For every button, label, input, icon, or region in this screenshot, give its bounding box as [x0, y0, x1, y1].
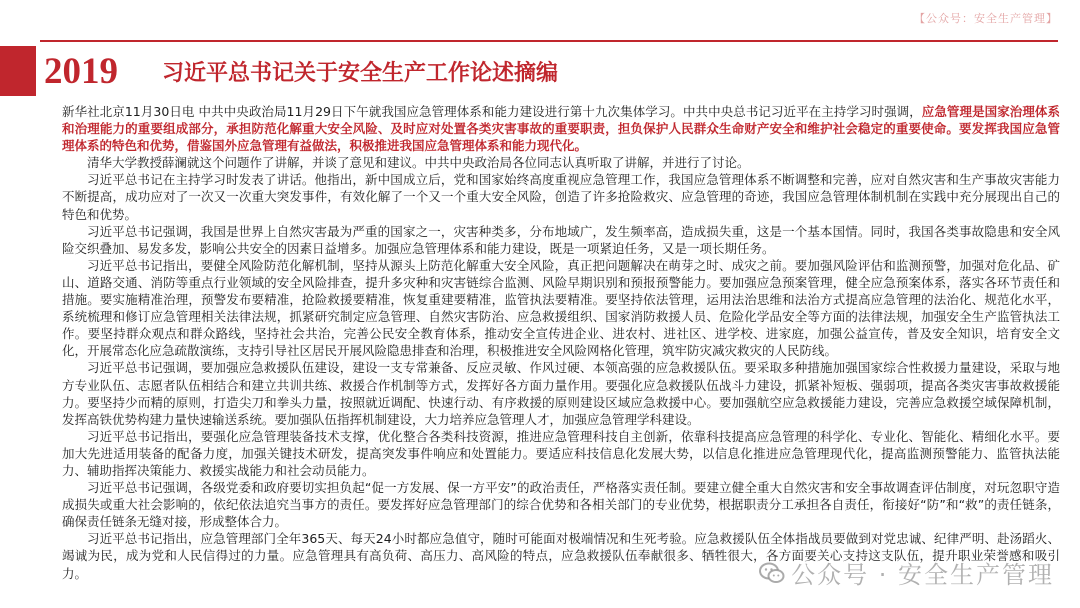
- paragraph-4: 习近平总书记强调，我国是世界上自然灾害最为严重的国家之一，灾害种类多，分布地域广，发生频率高，造成损失重，这是一个基本国情。同时，我国各类事故隐患和安全风险交织叠加、易发多发，影响公共安全的因素日益增多。加强应急管理体系和能力建设，既是一项紧迫任务，又是一项长期任务。: [62, 223, 1060, 256]
- paragraph-1: [62, 103, 1060, 154]
- header-divider: [40, 40, 1058, 42]
- page-title: 习近平总书记关于安全生产工作论述摘编: [162, 61, 559, 86]
- article-body: [62, 103, 1060, 582]
- paragraph-2: 清华大学教授薛澜就这个问题作了讲解，并谈了意见和建议。中共中央政治局各位同志认真听取了讲解，并进行了讨论。: [87, 155, 750, 171]
- watermark-text: 公众号 · 安全生产管理: [791, 561, 1054, 589]
- paragraph-5: 习近平总书记指出，要健全风险防范化解机制，坚持从源头上防范化解重大安全风险，真正把问题解决在萌芽之时、成灾之前。要加强风险评估和监测预警，加强对危化品、矿山、道路交通、消防等重点行业领域的安全风险排查，提升多灾种和灾害链综合监测、风险早期识别和预报预警能力。要加强应急预案管理，健全应急预案体系，落实各环节责任和措施。要实施精准治理，预警发布要精准，抢险救援要精准，恢复重建要精准，监管执法要精准。要坚持依法管理，运用法治思维和法治方式提高应急管理的法治化、规范化水平，系统梳理和修订应急管理相关法律法规，抓紧研究制定应急管理、自然灾害防治、应急救援组织、国家消防救援人员、危险化学品安全等方面的法律法规，加强安全生产监管执法工作。要坚持群众观点和群众路线，坚持社会共治，完善公民安全教育体系，推动安全宣传进企业、进农村、进社区、进学校、进家庭，加强公益宣传，普及安全知识，培育安全文化，开展常态化应急疏散演练，支持引导社区居民开展风险隐患排查和治理，积极推进安全风险网格化管理，筑牢防灾减灾救灾的人民防线。: [62, 257, 1060, 359]
- paragraph-3: 习近平总书记在主持学习时发表了讲话。他指出，新中国成立后，党和国家始终高度重视应急管理工作，我国应急管理体系不断调整和完善，应对自然灾害和生产事故灾害能力不断提高，成功应对了一次又一次重大突发事件，有效化解了一个又一个重大安全风险，创造了许多抢险救灾、应急管理的奇迹，我国应急管理体制机制在实践中充分展现出自己的特色和优势。: [62, 172, 1060, 222]
- watermark: [759, 555, 1054, 590]
- source-tag: 【公众号：安全生产管理】: [914, 12, 1058, 25]
- paragraph-7: 习近平总书记指出，要强化应急管理装备技术支撑，优化整合各类科技资源，推进应急管理科技自主创新，依靠科技提高应急管理的科学化、专业化、智能化、精细化水平。要加大先进适用装备的配备力度，加强关键技术研发，提高突发事件响应和处置能力。要适应科技信息化发展大势，以信息化推进应急管理现代化，提高监测预警能力、监管执法能力、辅助指挥决策能力、救援实战能力和社会动员能力。: [62, 428, 1060, 478]
- paragraph-1-lead: 新华社北京11月30日电 中共中央政治局11月29日下午就我国应急管理体系和能力建设进行第十九次集体学习。中共中央总书记习近平在主持学习时强调，: [62, 104, 922, 119]
- paragraph-1-highlight: 应急管理是国家治理体系和治理能力的重要组成部分，承担防范化解重大安全风险、及时应对处置各类灾害事故的重要职责，担负保护人民群众生命财产安全和维护社会稳定的重要使命。要发挥我国应急管理体系的特色和优势，借鉴国外应急管理有益做法，积极推进我国应急管理体系和能力现代化。: [62, 104, 1060, 154]
- paragraph-8: 习近平总书记强调，各级党委和政府要切实担负起“促一方发展、保一方平安”的政治责任，严格落实责任制。要建立健全重大自然灾害和安全事故调查评估制度，对玩忽职守造成损失或重大社会影响的，依纪依法追究当事方的责任。要发挥好应急管理部门的综合优势和各相关部门的专业优势，根据职责分工承担各自责任，衔接好“防”和“救”的责任链条，确保责任链条无缝对接，形成整体合力。: [62, 480, 1060, 530]
- wechat-icon: [759, 561, 785, 585]
- year-label: 2019: [44, 51, 118, 92]
- paragraph-9: 习近平总书记指出，应急管理部门全年365天、每天24小时都应急值守，随时可能面对极端情况和生死考验。应急救援队伍全体指战员要做到对党忠诚、纪律严明、赴汤蹈火、竭诚为民，成为党和人民信得过的力量。应急管理具有高负荷、高压力、高风险的特点，应急救援队伍奉献很多、牺牲很大，各方面要关心支持这支队伍，提升职业荣誉感和吸引力。: [62, 531, 1060, 581]
- paragraph-6: 习近平总书记强调，要加强应急救援队伍建设，建设一支专常兼备、反应灵敏、作风过硬、本领高强的应急救援队伍。要采取多种措施加强国家综合性救援力量建设，采取与地方专业队伍、志愿者队伍相结合和建立共训共练、救援合作机制等方式，发挥好各方面力量作用。要强化应急救援队伍战斗力建设，抓紧补短板、强弱项，提高各类灾害事故救援能力。要坚持少而精的原则，打造尖刀和拳头力量，按照就近调配、快速行动、有序救援的原则建设区域应急救援中心。要加强航空应急救援能力建设，完善应急救援空域保障机制，发挥高铁优势构建力量快速输送系统。要加强队伍指挥机制建设，大力培养应急管理人才，加强应急管理学科建设。: [62, 360, 1060, 427]
- header-accent-block: [0, 46, 36, 96]
